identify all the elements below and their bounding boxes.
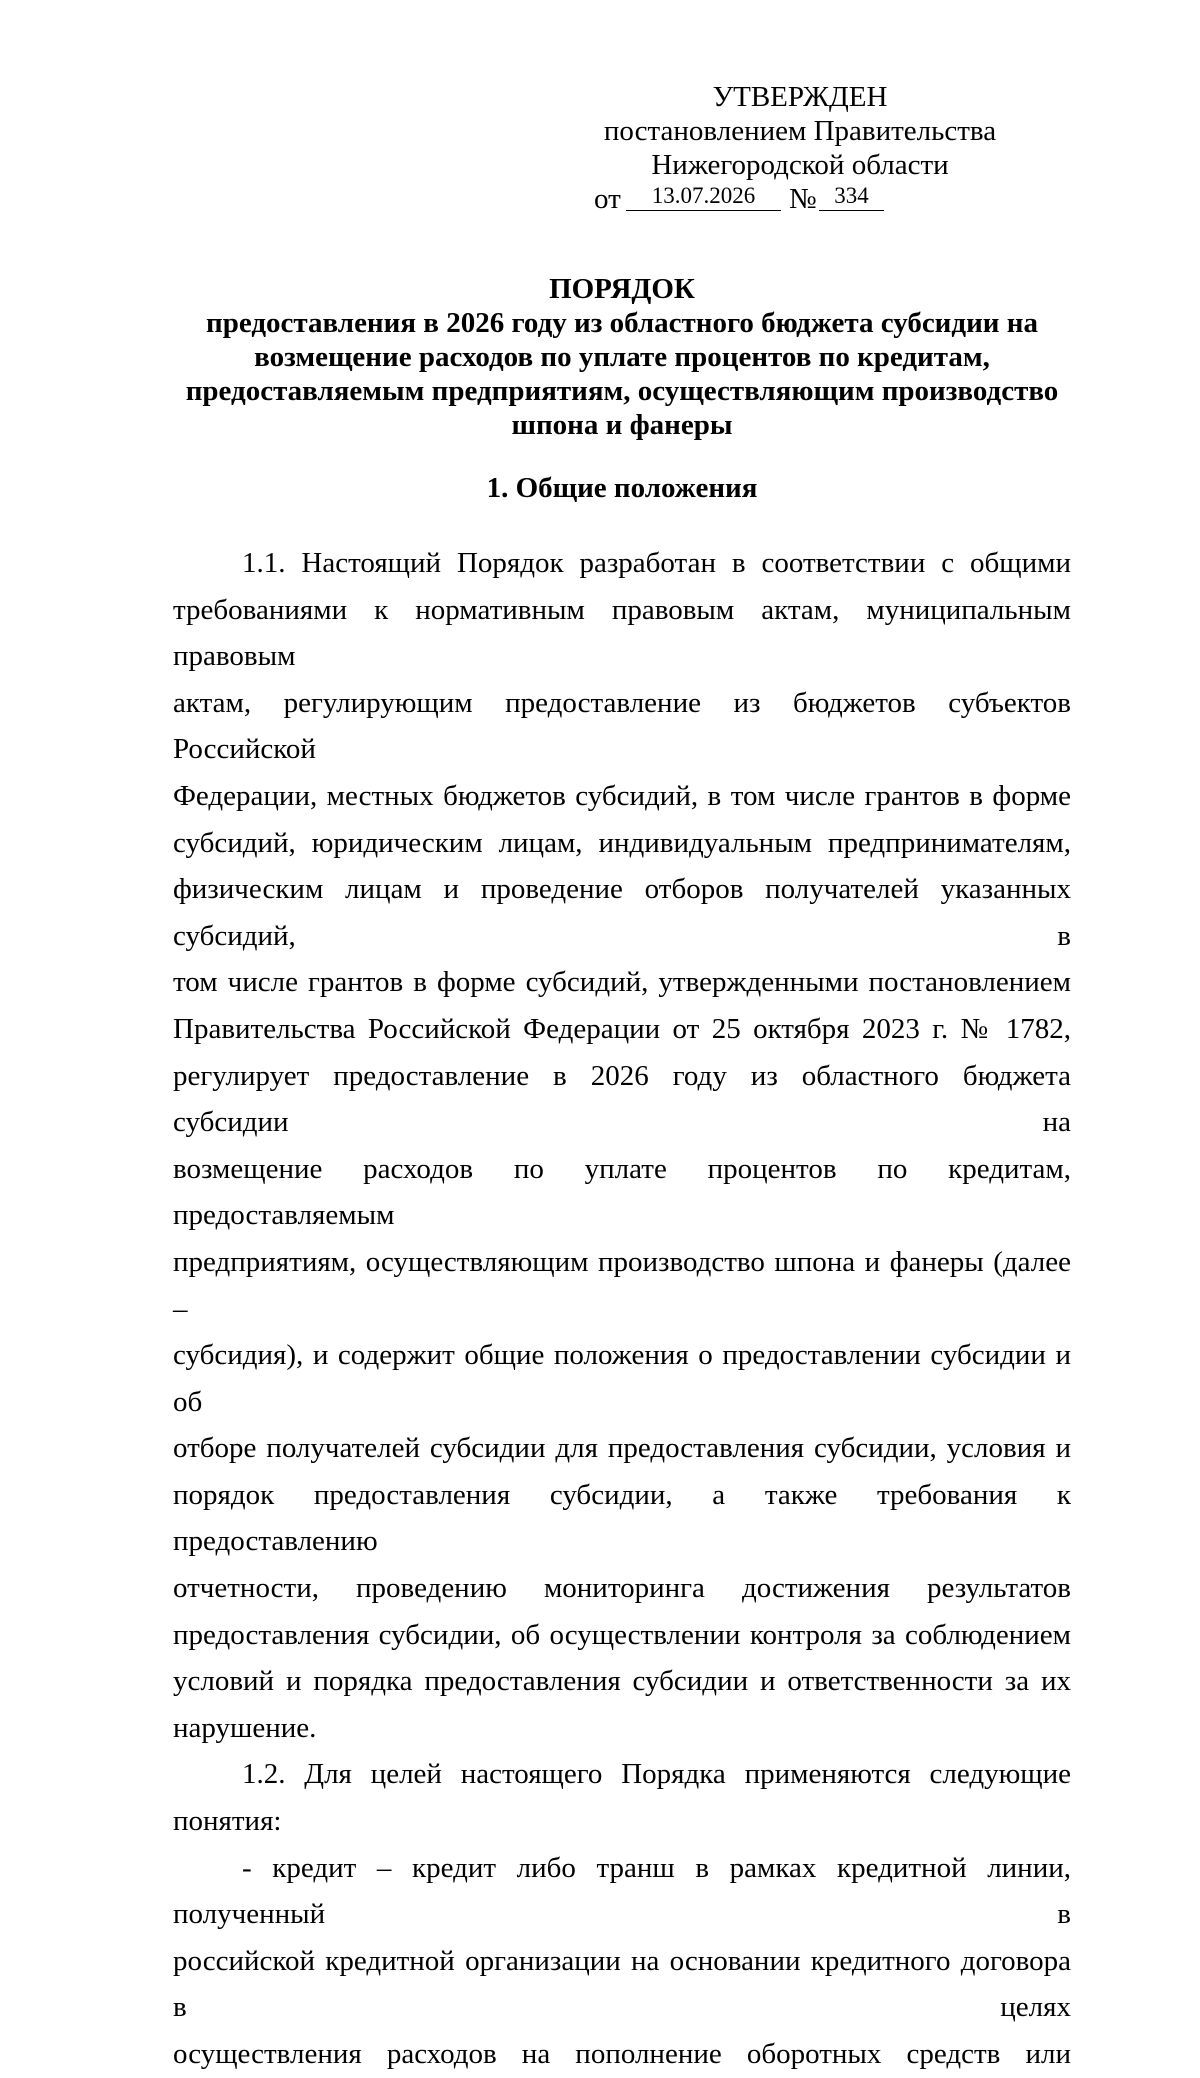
section-heading: 1. Общие положения: [486, 472, 758, 504]
from-label: от: [594, 183, 621, 215]
text-line: субсидия), и содержит общие положения о предоставлении субсидии и об: [173, 1339, 1071, 1418]
text-line: отборе получателей субсидии для предоставления субсидии, условия и: [173, 1432, 1071, 1465]
text-line: физическим лицам и проведение отборов получателей указанных субсидий, в: [173, 873, 1071, 952]
title-line: шпона и фанеры: [511, 409, 733, 441]
text-line: - кредит – кредит либо транш в рамках кредитной линии, полученный в: [173, 1851, 1071, 1931]
text-line: возмещение расходов по уплате процентов по кредитам, предоставляемым: [173, 1152, 1071, 1232]
text-line: регулирует предоставление в 2026 году из областного бюджета субсидии на: [173, 1059, 1071, 1139]
paragraph-credit-definition: [173, 1845, 1071, 2078]
number-label: №: [789, 183, 817, 215]
text-line: предоставления субсидии, об осуществлении контроля за соблюдением: [173, 1618, 1071, 1651]
document-title: [173, 272, 1071, 442]
paragraph-1-1: [173, 540, 1071, 1751]
approval-date-row: [500, 182, 1100, 216]
title-line: предоставления в 2026 году из областного бюджета субсидии на: [206, 307, 1038, 339]
text-line: субсидий, юридическим лицам, индивидуальным предпринимателям,: [173, 826, 1071, 859]
approval-line-2: Нижегородской области: [651, 149, 949, 181]
approval-line-1: постановлением Правительства: [603, 115, 997, 147]
text-line: отчетности, проведению мониторинга достижения результатов: [173, 1572, 1071, 1605]
text-line: Правительства Российской Федерации от 25 октября 2023 г. № 1782,: [173, 1012, 1071, 1045]
text-line: 1.1. Настоящий Порядок разработан в соответствии с общими: [242, 547, 1071, 579]
approval-date: 13.07.2026: [626, 183, 781, 211]
title-line: предоставляемым предприятиям, осуществляющим производство: [185, 375, 1059, 407]
text-line: осуществления расходов на пополнение оборотных средств или: [173, 2038, 1071, 2070]
text-line: условий и порядка предоставления субсидии и ответственности за их: [173, 1665, 1071, 1698]
approval-title: УТВЕРЖДЕН: [712, 81, 888, 113]
title-line: возмещение расходов по уплате процентов по кредитам,: [254, 341, 990, 373]
document-body: [173, 540, 1071, 2078]
approval-number: 334: [819, 183, 884, 211]
text-line: том числе грантов в форме субсидий, утвержденными постановлением: [173, 966, 1071, 999]
text-line: требованиями к нормативным правовым актам, муниципальным правовым: [173, 593, 1071, 673]
paragraph-1-2: [173, 1751, 1071, 1844]
text-line: актам, регулирующим предоставление из бюджетов субъектов Российской: [173, 686, 1071, 766]
text-line: нарушение.: [173, 1711, 317, 1744]
text-line: предприятиям, осуществляющим производство шпона и фанеры (далее –: [173, 1245, 1071, 1325]
text-line: 1.2. Для целей настоящего Порядка применяются следующие понятия:: [173, 1758, 1071, 1838]
title-heading: ПОРЯДОК: [549, 273, 695, 305]
text-line: Федерации, местных бюджетов субсидий, в том числе грантов в форме: [173, 779, 1071, 812]
text-line: порядок предоставления субсидии, а также требования к предоставлению: [173, 1478, 1071, 1558]
approval-stamp: [500, 80, 1100, 216]
text-line: российской кредитной организации на основании кредитного договора в целях: [173, 1944, 1071, 2024]
